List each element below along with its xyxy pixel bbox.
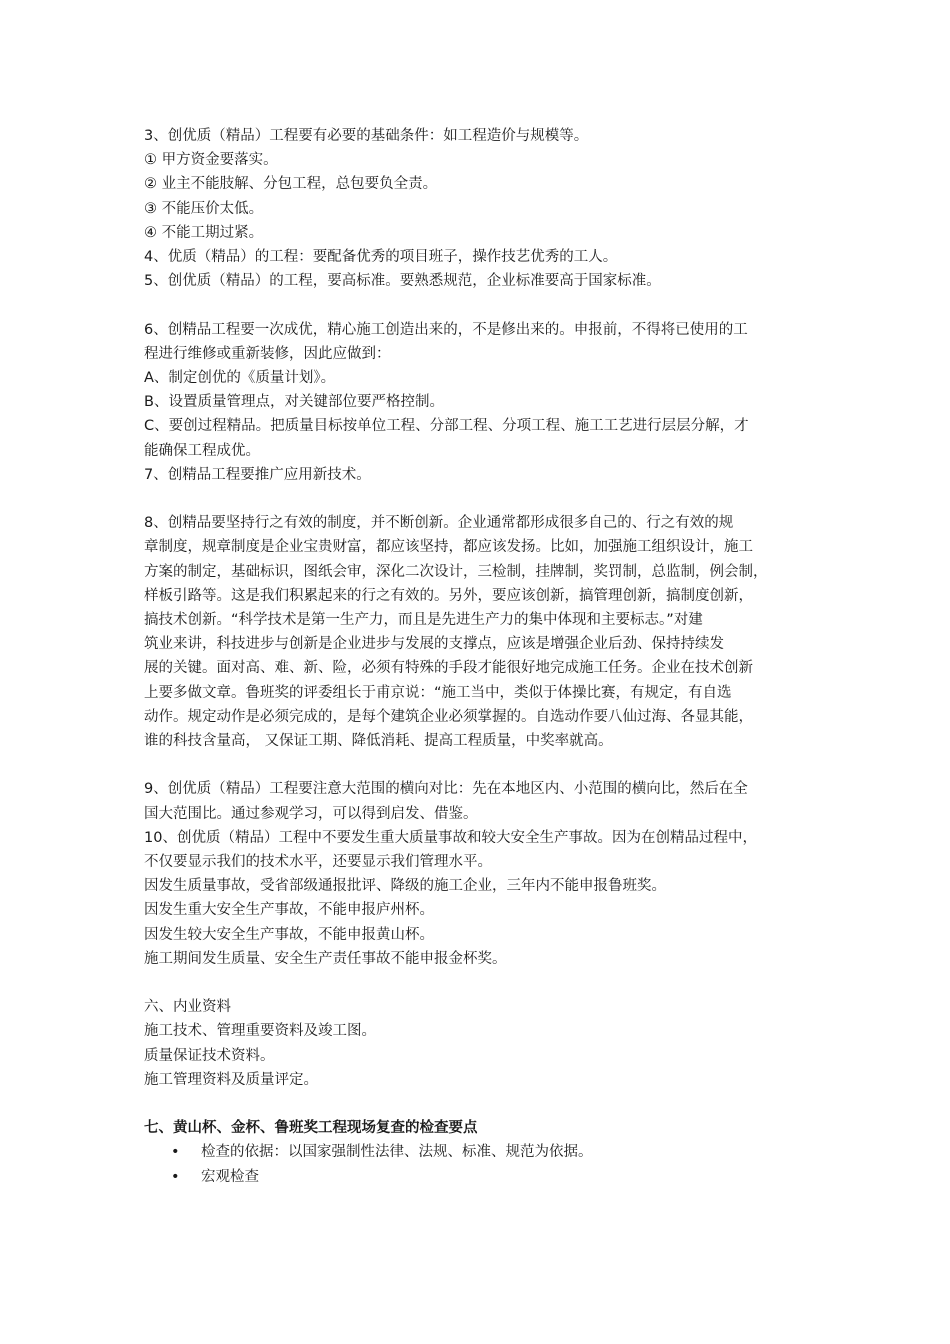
bullet-text: 宏观检查 [201,1168,259,1185]
paragraph-line: 质量保证技术资料。 [144,1047,275,1064]
bullet-icon: • [171,1168,180,1185]
bullet-text: 检查的依据：以国家强制性法律、法规、标准、规范为依据。 [201,1144,593,1161]
paragraph-line: 7、创精品工程要推广应用新技术。 [144,466,371,483]
blank-line [144,487,820,511]
bullet-icon: • [171,1144,180,1161]
blank-line [144,1092,820,1116]
paragraph-line: 搞技术创新。“科学技术是第一生产力，而且是先进生产力的集中体现和主要标志。”对建 [144,612,703,629]
paragraph-line: 6、创精品工程要一次成优，精心施工创造出来的，不是修出来的。申报前，不得将已使用的工 [144,321,748,338]
paragraph-line: 5、创优质（精品）的工程，要高标准。要熟悉规范，企业标准要高于国家标准。 [144,273,661,290]
list-item: ④ 不能工期过紧。 [144,224,264,241]
paragraph-line: 上要多做文章。鲁班奖的评委组长于甫京说：“施工当中，类似于体操比赛，有规定，有自选 [144,684,732,701]
bold-section-heading: 七、黄山杯、金杯、鲁班奖工程现场复查的检查要点 [144,1120,478,1137]
paragraph-line: 因发生较大安全生产事故，不能申报黄山杯。 [144,926,434,943]
list-item: A、制定创优的《质量计划》。 [144,370,336,387]
paragraph-line: 8、创精品要坚持行之有效的制度，并不断创新。企业通常都形成很多自己的、行之有效的规 [144,515,734,532]
list-item: ③ 不能压价太低。 [144,200,264,217]
blank-line [144,971,820,995]
bullet-item [144,1165,820,1189]
paragraph-line: 样板引路等。这是我们积累起来的行之有效的。另外，要应该创新，搞管理创新，搞制度创新， [144,587,753,604]
paragraph-line: 动作。规定动作是必须完成的，是每个建筑企业必须掌握的。自选动作要八仙过海、各显其能， [144,708,753,725]
paragraph-line: 3、创优质（精品）工程要有必要的基础条件：如工程造价与规模等。 [144,128,589,144]
blank-line [144,753,820,777]
paragraph-line: 9、创优质（精品）工程要注意大范围的横向对比：先在本地区内、小范围的横向比，然后在全 [144,781,748,798]
paragraph-line: 10、创优质（精品）工程中不要发生重大质量事故和较大安全生产事故。因为在创精品过程中， [144,829,757,846]
paragraph-line: 因发生质量事故，受省部级通报批评、降级的施工企业，三年内不能申报鲁班奖。 [144,878,666,895]
list-item: ② 业主不能肢解、分包工程，总包要负全责。 [144,176,438,193]
paragraph-line: 不仅要显示我们的技术水平，还要显示我们管理水平。 [144,854,492,871]
paragraph-line: 4、优质（精品）的工程：要配备优秀的项目班子，操作技艺优秀的工人。 [144,249,618,266]
paragraph-line: 国大范围比。通过参观学习，可以得到启发、借鉴。 [144,805,478,822]
bullet-item [144,1140,820,1164]
paragraph-line: 程进行维修或重新装修，因此应做到： [144,345,391,362]
paragraph-line: 方案的制定，基础标识，图纸会审，深化二次设计，三检制，挂牌制，奖罚制，总监制，例会制， [144,563,768,580]
list-item: B、设置质量管理点，对关键部位要严格控制。 [144,394,444,411]
paragraph-line: 章制度，规章制度是企业宝贵财富，都应该坚持，都应该发扬。比如，加强施工组织设计，施工 [144,539,753,556]
paragraph-line: 因发生重大安全生产事故，不能申报庐州杯。 [144,902,434,919]
paragraph-line: 筑业来讲，科技进步与创新是企业进步与发展的支撑点，应该是增强企业后劲、保持持续发 [144,636,724,653]
blank-line [144,293,820,317]
paragraph-line: 能确保工程成优。 [144,442,260,459]
paragraph-line: 展的关键。面对高、难、新、险，必须有特殊的手段才能很好地完成施工任务。企业在技术创新 [144,660,753,677]
paragraph-line: 谁的科技含量高， 又保证工期、降低消耗、提高工程质量，中奖率就高。 [144,733,613,750]
paragraph-line: 施工技术、管理重要资料及竣工图。 [144,1023,376,1040]
list-item: C、要创过程精品。把质量目标按单位工程、分部工程、分项工程、施工工艺进行层层分解，才 [144,418,749,435]
paragraph-line: 施工期间发生质量、安全生产责任事故不能申报金杯奖。 [144,950,507,967]
document-page [144,124,820,1189]
section-heading: 六、内业资料 [144,999,231,1016]
list-item: ① 甲方资金要落实。 [144,152,278,169]
paragraph-line: 施工管理资料及质量评定。 [144,1071,318,1088]
